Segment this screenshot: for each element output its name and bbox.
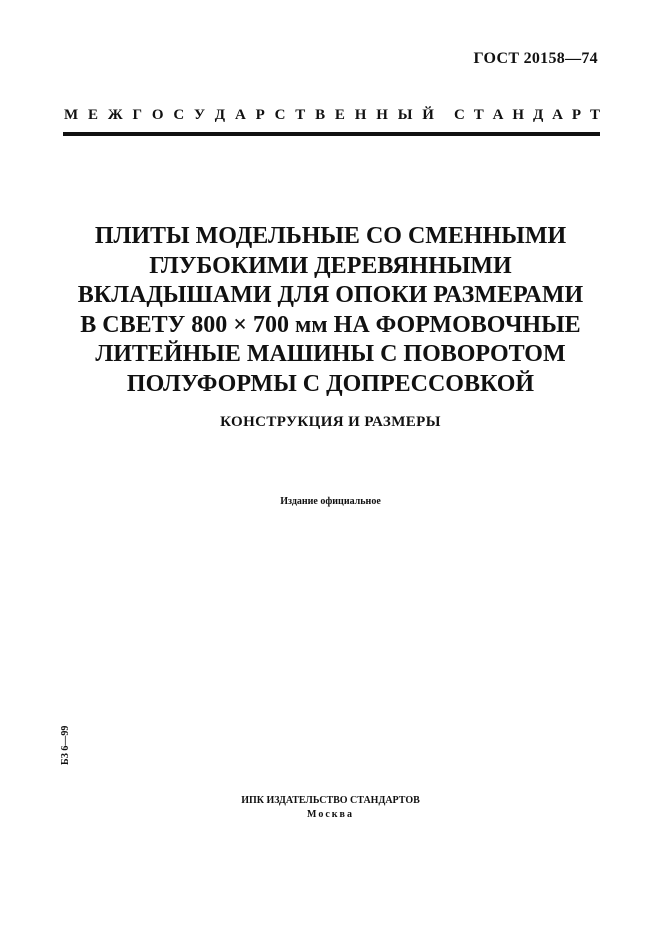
title-line: ПОЛУФОРМЫ С ДОПРЕССОВКОЙ: [126, 370, 535, 397]
heading-letter: Д: [532, 107, 544, 123]
title-line: ПЛИТЫ МОДЕЛЬНЫЕ СО СМЕННЫМИ: [94, 223, 567, 249]
heading-letter: Н: [354, 107, 367, 123]
title-line: ВКЛАДЫШАМИ ДЛЯ ОПОКИ РАЗМЕРАМИ: [77, 282, 584, 308]
heading-letter: Т: [473, 107, 484, 123]
title-line: ЛИТЕЙНЫЕ МАШИНЫ С ПОВОРОТОМ: [95, 341, 566, 367]
edition-note: Издание официальное: [280, 496, 381, 507]
heading-letter: А: [492, 107, 504, 123]
heading-letter: Е: [334, 107, 345, 123]
heading-letter: Н: [512, 107, 525, 123]
publisher-name: ИПК ИЗДАТЕЛЬСТВО СТАНДАРТОВ: [241, 795, 420, 806]
title-line: В СВЕТУ 800 × 700 мм НА ФОРМОВОЧНЫЕ: [80, 311, 581, 338]
heading-letter: Т: [589, 107, 600, 123]
standard-word: [454, 107, 600, 124]
heading-letter: С: [173, 107, 185, 123]
publisher-city: Москва: [307, 809, 354, 820]
heading-letter: Ж: [107, 107, 123, 123]
heading-letter: Г: [132, 107, 143, 123]
heading-letter: Е: [87, 107, 98, 123]
interstate-standard-heading: [64, 107, 600, 124]
heading-letter: В: [315, 107, 326, 123]
document-title: [40, 222, 621, 399]
interstate-word: [64, 107, 434, 124]
heading-letter: О: [151, 107, 164, 123]
heading-letter: Ы: [397, 107, 413, 123]
heading-letter: С: [454, 107, 465, 123]
heading-letter: Т: [295, 107, 306, 123]
heading-letter: А: [552, 107, 563, 123]
heading-letter: Н: [376, 107, 388, 123]
heading-letter: У: [193, 107, 205, 123]
document-subtitle: КОНСТРУКЦИЯ И РАЗМЕРЫ: [220, 414, 441, 430]
heading-letter: Д: [214, 107, 226, 123]
heading-letter: М: [64, 107, 79, 123]
heading-divider: [63, 132, 600, 136]
heading-letter: С: [274, 107, 286, 123]
heading-letter: Р: [255, 107, 265, 123]
heading-letter: А: [234, 107, 246, 123]
side-code: БЗ 6—99: [60, 725, 71, 765]
heading-letter: Й: [422, 107, 434, 123]
heading-letter: Р: [571, 107, 582, 123]
gost-number: ГОСТ 20158—74: [473, 50, 598, 67]
title-line: ГЛУБОКИМИ ДЕРЕВЯННЫМИ: [149, 252, 512, 279]
publisher-block: [40, 794, 621, 822]
